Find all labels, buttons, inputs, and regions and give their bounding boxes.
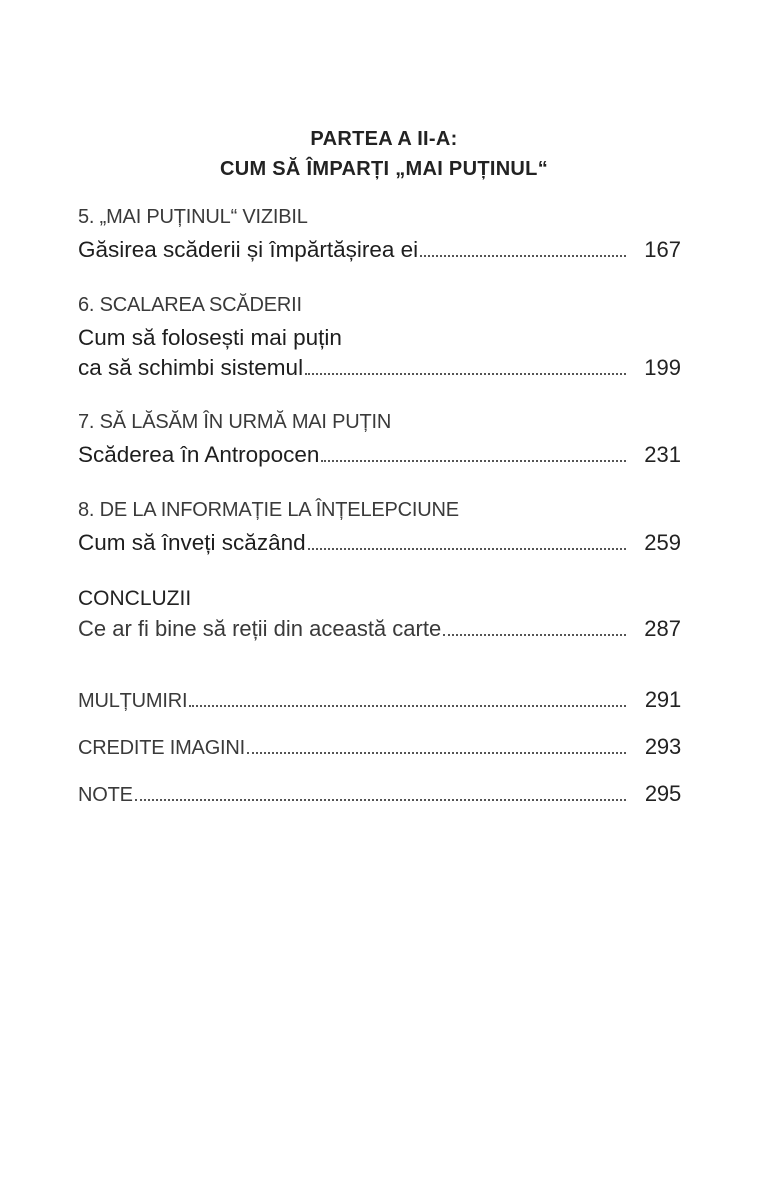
toc-entry-chapter-5[interactable] bbox=[78, 237, 681, 263]
dot-leader bbox=[189, 705, 626, 707]
toc-entry-image-credits[interactable] bbox=[78, 734, 681, 760]
chapter-6-subtitle-line1 bbox=[78, 325, 681, 351]
toc-entry-conclusions[interactable] bbox=[78, 616, 681, 642]
chapter-8-heading bbox=[78, 499, 681, 522]
page-number: 231 bbox=[644, 442, 681, 467]
entry-subtitle: Cum să înveți scăzând bbox=[78, 530, 306, 555]
part-title: PARTEA A II-A: bbox=[310, 128, 458, 150]
entry-subtitle: Găsirea scăderii și împărtășirea ei bbox=[78, 237, 419, 262]
entry-subtitle: Scăderea în Antropocen bbox=[78, 442, 320, 467]
page-number: 167 bbox=[644, 237, 681, 262]
toc-entry-chapter-6[interactable] bbox=[78, 355, 681, 381]
page-number: 291 bbox=[644, 687, 681, 712]
page-number: 293 bbox=[644, 734, 681, 759]
chapter-7-heading bbox=[78, 411, 681, 434]
chapter-heading-text: CONCLUZII bbox=[78, 587, 192, 610]
toc-entry-notes[interactable] bbox=[78, 781, 681, 807]
page-number: 295 bbox=[644, 781, 681, 806]
toc-entry-chapter-7[interactable] bbox=[78, 442, 681, 468]
entry-title: NOTE bbox=[78, 784, 133, 806]
entry-subtitle: Cum să folosești mai puțin bbox=[78, 325, 342, 350]
page-number: 199 bbox=[644, 355, 681, 380]
chapter-5-heading bbox=[78, 206, 681, 229]
dot-leader bbox=[443, 634, 626, 636]
entry-title: MULȚUMIRI bbox=[78, 690, 188, 712]
dot-leader bbox=[321, 460, 626, 462]
dot-leader bbox=[420, 255, 626, 257]
entry-title: CREDITE IMAGINI bbox=[78, 737, 246, 759]
toc-entry-acknowledgements[interactable] bbox=[78, 687, 681, 713]
entry-subtitle: Ce ar fi bine să reții din această carte bbox=[78, 616, 442, 641]
chapter-heading-text: 7. SĂ LĂSĂM ÎN URMĂ MAI PUȚIN bbox=[78, 411, 392, 433]
part-subtitle: CUM SĂ ÎMPARȚI „MAI PUȚINUL“ bbox=[219, 158, 548, 180]
chapter-heading-text: 5. „MAI PUȚINUL“ VIZIBIL bbox=[78, 206, 308, 228]
page-number: 287 bbox=[644, 616, 681, 641]
page-number: 259 bbox=[644, 530, 681, 555]
chapter-heading-text: 8. DE LA INFORMAȚIE LA ÎNȚELEPCIUNE bbox=[78, 499, 459, 521]
toc-entry-chapter-8[interactable] bbox=[78, 530, 681, 556]
dot-leader bbox=[247, 752, 626, 754]
chapter-heading-text: 6. SCALAREA SCĂDERII bbox=[78, 294, 302, 316]
chapter-6-heading bbox=[78, 294, 681, 317]
conclusions-heading bbox=[78, 587, 681, 611]
dot-leader bbox=[308, 548, 626, 550]
dot-leader bbox=[305, 373, 626, 375]
dot-leader bbox=[135, 799, 626, 801]
entry-subtitle: ca să schimbi sistemul bbox=[78, 355, 304, 380]
